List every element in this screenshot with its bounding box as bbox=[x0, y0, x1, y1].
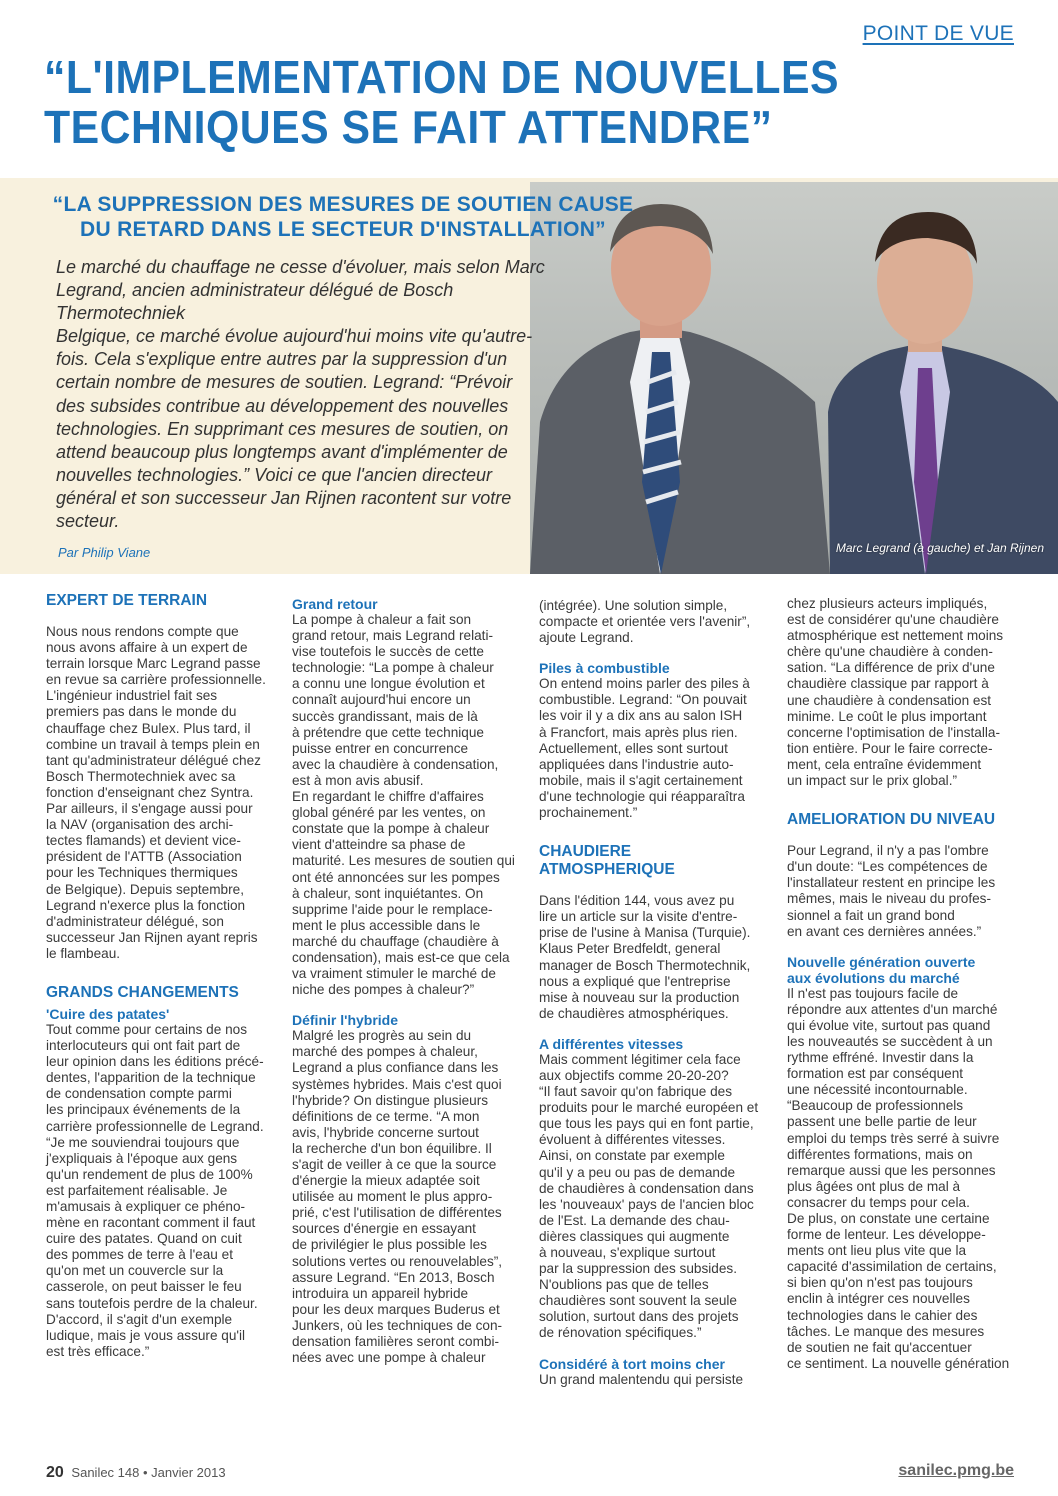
intro-line: attend beaucoup plus longtemps avant d'implémenter de bbox=[56, 441, 508, 462]
text-line: N'oublions pas que de telles bbox=[539, 1277, 709, 1293]
text-line: les voir il y a dix ans au salon ISH bbox=[539, 708, 743, 724]
text-line: répondre aux attentes d'un marché bbox=[787, 1001, 998, 1017]
intro-line: nouvelles technologies.” Voici ce que l'ancien directeur bbox=[56, 464, 493, 485]
text-line: produits pour le marché européen et bbox=[539, 1100, 759, 1116]
text-line: premiers pas dans le monde du bbox=[46, 704, 237, 720]
text-line: ment le plus accessible dans le bbox=[292, 917, 481, 933]
text-line: supprime l'aide pour le remplace- bbox=[292, 901, 493, 917]
text-line: est parfaitement réalisable. Je bbox=[46, 1182, 228, 1198]
text-line: Mais comment légitimer cela face bbox=[539, 1051, 741, 1067]
text-line: d'un doute: “Les compétences de bbox=[787, 859, 988, 875]
text-line: prise de l'usine à Manisa (Turquie). bbox=[539, 925, 751, 941]
text-line: pour les Techniques thermiques bbox=[46, 865, 238, 881]
text-line: nées avec une pompe à chaleur bbox=[292, 1350, 486, 1366]
text-line: D'accord, il s'agit d'un exemple bbox=[46, 1311, 233, 1327]
text-line: tâches. Le manque des mesures bbox=[787, 1323, 985, 1339]
column-2 bbox=[292, 592, 516, 1366]
intro-line: des subsides contribue au développement des nouvelles bbox=[56, 395, 509, 416]
text-line: sionnel a fait un grand bond bbox=[787, 907, 955, 923]
text-line: minime. Le coût le plus important bbox=[787, 708, 987, 724]
text-line: Pour Legrand, il n'y a pas l'ombre bbox=[787, 843, 989, 859]
text-line: introduira un appareil hybride bbox=[292, 1285, 469, 1301]
text-line: Dans l'édition 144, vous avez pu bbox=[539, 893, 735, 909]
paragraph bbox=[46, 624, 274, 962]
text-line: appliquées dans l'industrie auto- bbox=[539, 756, 734, 772]
text-line: casserole, on peut baisser le feu bbox=[46, 1279, 242, 1295]
text-line: tant qu'administrateur délégué chez bbox=[46, 752, 261, 768]
text-line: rythme effréné. Investir dans la bbox=[787, 1050, 974, 1066]
text-line: des pommes de terre à l'eau et bbox=[46, 1247, 233, 1263]
text-line: à prétendre que cette technique bbox=[292, 724, 484, 740]
text-line: puisse entrer en concurrence bbox=[292, 740, 469, 756]
text-line: les 'nouveaux' pays de l'ancien bloc bbox=[539, 1196, 754, 1212]
text-line: densation familières seront combi- bbox=[292, 1334, 500, 1350]
text-line: concerne l'optimisation de l'installa- bbox=[787, 724, 1000, 740]
subheading: Piles à combustible bbox=[539, 660, 670, 677]
section-heading: CHAUDIERE ATMOSPHERIQUE bbox=[539, 843, 675, 879]
text-line: On entend moins parler des piles à bbox=[539, 676, 750, 692]
text-line: ce sentiment. La nouvelle génération bbox=[787, 1355, 1010, 1371]
text-line: chère qu'une chaudière à conden- bbox=[787, 644, 993, 660]
text-line: la recherche d'un bon équilibre. Il bbox=[292, 1140, 492, 1156]
text-line: lire un article sur la visite d'entre- bbox=[539, 909, 738, 925]
text-line: consacrer du temps pour cela. bbox=[787, 1194, 970, 1210]
intro-line: certain nombre de mesures de soutien. Legrand: “Prévoir bbox=[56, 372, 513, 393]
column-4 bbox=[787, 596, 1013, 1372]
intro-line: fois. Cela s'explique entre autres par la suppression d'un bbox=[56, 349, 508, 370]
page-number: 20 bbox=[46, 1464, 64, 1481]
text-line: connaît aujourd'hui encore un bbox=[292, 692, 471, 708]
text-line: interlocuteurs qui ont fait part de bbox=[46, 1038, 241, 1054]
text-line: assure Legrand. “En 2013, Bosch bbox=[292, 1269, 495, 1285]
text-line: de l'Est. La demande des chau- bbox=[539, 1212, 730, 1228]
text-line: chaudière classique par rapport à bbox=[787, 676, 989, 692]
text-line: m'amusais à expliquer ce phéno- bbox=[46, 1199, 246, 1214]
text-line: de chaudières atmosphériques. bbox=[539, 1005, 729, 1021]
text-line: atmosphérique est nettement moins bbox=[787, 628, 1004, 644]
text-line: président de l'ATTB (Association bbox=[46, 849, 242, 865]
text-line: si bien qu'on n'est pas toujours bbox=[787, 1275, 973, 1291]
text-line: maturité. Les mesures de soutien qui bbox=[292, 853, 515, 869]
text-line: fonction d'enseignant chez Syntra. bbox=[46, 784, 254, 800]
text-line: utilisée au moment le plus appro- bbox=[292, 1189, 493, 1205]
section-heading: GRANDS CHANGEMENTS bbox=[46, 983, 239, 1001]
text-line: qu'un rendement de plus de 100% bbox=[46, 1166, 253, 1182]
text-line: ont été annoncées sur les pompes bbox=[292, 869, 500, 885]
text-line: d'administrateur délégué, son bbox=[46, 913, 224, 929]
text-line: Tout comme pour certains de nos bbox=[46, 1021, 247, 1037]
subheading: aux évolutions du marché bbox=[787, 969, 960, 986]
text-line: nous a expliqué que l'entreprise bbox=[539, 973, 731, 989]
text-line: tion entière. Pour le faire correcte- bbox=[787, 740, 993, 756]
text-line: solution, surtout dans des projets bbox=[539, 1309, 739, 1325]
text-line: évoluent à différentes vitesses. bbox=[539, 1132, 726, 1148]
text-line: Il n'est pas toujours facile de bbox=[787, 985, 959, 1001]
text-line: formation est par conséquent bbox=[787, 1066, 964, 1082]
intro-line: général et son successeur Jan Rijnen racontent sur votre bbox=[56, 487, 512, 508]
paragraph bbox=[539, 1372, 765, 1388]
text-line: “Je me souviendrai toujours que bbox=[46, 1134, 240, 1150]
text-line: Par ailleurs, il s'engage aussi pour bbox=[46, 801, 253, 817]
text-line: succès grandissant, mais de là bbox=[292, 708, 478, 724]
text-line: d'une technologie qui réapparaîtra bbox=[539, 788, 745, 804]
paragraph bbox=[787, 843, 1013, 940]
text-line: En regardant le chiffre d'affaires bbox=[292, 789, 484, 805]
text-line: est de considérer qu'une chaudière bbox=[787, 612, 999, 628]
text-line: les nouveautés se succèdent à un bbox=[787, 1033, 993, 1049]
text-line: (intégrée). Une solution simple, bbox=[539, 598, 728, 613]
text-line: Legrand n'exerce plus la fonction bbox=[46, 897, 246, 913]
text-line: manager de Bosch Thermotechnik, bbox=[539, 957, 751, 973]
photo-caption: Marc Legrand (à gauche) et Jan Rijnen bbox=[835, 541, 1044, 555]
intro-line: Le marché du chauffage ne cesse d'évoluer, mais selon Marc bbox=[56, 257, 545, 277]
text-line: Nous nous rendons compte que bbox=[46, 624, 239, 639]
text-line: technologie: “La pompe à chaleur bbox=[292, 660, 494, 676]
text-line: un impact sur le prix global.” bbox=[787, 773, 957, 789]
text-line: Bosch Thermotechniek avec sa bbox=[46, 768, 236, 784]
text-line: De plus, on constate une certaine bbox=[787, 1211, 990, 1226]
text-line: de soutien ne fait qu'accentuer bbox=[787, 1339, 972, 1355]
text-line: compacte et orientée vers l'avenir”, bbox=[539, 614, 751, 630]
text-line: leur opinion dans les éditions précé- bbox=[46, 1054, 264, 1070]
text-line: La pompe à chaleur a fait son bbox=[292, 612, 472, 627]
text-line: va vraiment stimuler le marché de bbox=[292, 966, 496, 982]
paragraph bbox=[787, 596, 1013, 789]
text-line: condensation), mais est-ce que cela bbox=[292, 949, 510, 965]
text-line: à Francfort, mais après plus rien. bbox=[539, 724, 738, 740]
text-line: à chaleur, sont inquiétantes. On bbox=[292, 885, 484, 901]
paragraph bbox=[787, 986, 1013, 1372]
text-line: en avant ces dernières années.” bbox=[787, 923, 982, 939]
text-line: grand retour, mais Legrand relati- bbox=[292, 628, 493, 644]
text-line: l'hybride? On distingue plusieurs bbox=[292, 1092, 489, 1108]
text-line: Junkers, où les techniques de con- bbox=[292, 1317, 503, 1333]
text-line: par la suppression des subsides. bbox=[539, 1261, 737, 1277]
text-line: plus âgées ont plus de mal à bbox=[787, 1178, 961, 1194]
text-line: global généré par les ventes, on bbox=[292, 805, 486, 821]
paragraph bbox=[292, 1028, 516, 1366]
text-line: chaudières sont souvent la seule bbox=[539, 1293, 737, 1309]
text-line: en revue sa carrière professionnelle. bbox=[46, 672, 266, 688]
text-line: technologies dans le cahier des bbox=[787, 1307, 978, 1323]
text-line: de rénovation spécifiques.” bbox=[539, 1325, 702, 1341]
text-line: avis, l'hybride concerne surtout bbox=[292, 1124, 479, 1140]
text-line: cuire des patates. Quand on cuit bbox=[46, 1231, 242, 1247]
text-line: vient d'atteindre sa phase de bbox=[292, 837, 466, 853]
intro-paragraph bbox=[56, 256, 586, 533]
text-line: Malgré les progrès au sein du bbox=[292, 1028, 472, 1044]
text-line: successeur Jan Rijnen ayant repris bbox=[46, 929, 258, 945]
text-line: marché du chauffage (chaudière à bbox=[292, 933, 499, 949]
text-line: chez plusieurs acteurs impliqués, bbox=[787, 596, 988, 611]
intro-line: secteur. bbox=[56, 511, 120, 532]
subheading: 'Cuire des patates' bbox=[46, 1005, 170, 1022]
text-line: qu'on met un couvercle sur la bbox=[46, 1263, 224, 1279]
text-line: a connu une longue évolution et bbox=[292, 676, 485, 692]
text-line: définitions de ce terme. “A mon bbox=[292, 1108, 480, 1124]
text-line: mêmes, mais le niveau du profes- bbox=[787, 891, 991, 907]
text-line: qui évolue vite, surtout pas quand bbox=[787, 1017, 991, 1033]
intro-line: Belgique, ce marché évolue aujourd'hui moins vite qu'autre- bbox=[56, 326, 533, 347]
text-line: combine un travail à temps plein en bbox=[46, 736, 260, 752]
text-line: différentes formations, mais on bbox=[787, 1146, 973, 1162]
text-line: la NAV (organisation des archi- bbox=[46, 817, 234, 833]
subheading: Définir l'hybride bbox=[292, 1012, 399, 1029]
issue-label: Sanilec 148 • Janvier 2013 bbox=[71, 1465, 226, 1480]
text-line: sources d'énergie en essayant bbox=[292, 1221, 476, 1237]
subtitle-line: “LA SUPPRESSION DES MESURES DE SOUTIEN CAUSE bbox=[52, 193, 634, 216]
subtitle-line: DU RETARD DANS LE SECTEUR D'INSTALLATION” bbox=[80, 218, 606, 241]
paragraph bbox=[292, 612, 516, 998]
page-title bbox=[44, 52, 937, 152]
text-line: prochainement.” bbox=[539, 805, 638, 821]
text-line: ment, cela entraîne évidemment bbox=[787, 756, 982, 772]
text-line: qu'il y a peu ou pas de demande bbox=[539, 1164, 736, 1180]
text-line: “Il faut savoir qu'on fabrique des bbox=[539, 1084, 733, 1100]
text-line: que tous les pays qui en font partie, bbox=[539, 1116, 754, 1132]
text-line: ludique, mais je vous assure qu'il bbox=[46, 1327, 246, 1343]
text-line: sans toutefois perdre de la chaleur. bbox=[46, 1295, 258, 1311]
text-line: d'énergie la mieux adaptée soit bbox=[292, 1173, 480, 1189]
section-heading: EXPERT DE TERRAIN bbox=[46, 592, 208, 609]
text-line: tectes flamands) et devient vice- bbox=[46, 833, 241, 849]
text-line: de Belgique). Depuis septembre, bbox=[46, 881, 244, 897]
section-label: POINT DE VUE bbox=[862, 22, 1014, 45]
text-line: marché des pompes à chaleur, bbox=[292, 1044, 478, 1060]
text-line: une nécessité incontournable. bbox=[787, 1082, 968, 1098]
text-line: de chaudières à condensation dans bbox=[539, 1180, 754, 1196]
column-1 bbox=[46, 592, 274, 1360]
text-line: forme de lenteur. Les développe- bbox=[787, 1227, 986, 1243]
text-line: prié, c'est l'utilisation de différentes bbox=[292, 1205, 502, 1221]
text-line: solutions vertes ou renouvelables”, bbox=[292, 1253, 503, 1269]
text-line: emploi du temps très serré à suivre bbox=[787, 1130, 1000, 1146]
text-line: l'installateur restent en principe les bbox=[787, 875, 996, 891]
intro-line: Legrand, ancien administrateur délégué de Bosch Thermotechniek bbox=[56, 280, 454, 324]
paragraph bbox=[539, 1052, 765, 1342]
page-title-line: “L'IMPLEMENTATION DE NOUVELLES bbox=[44, 51, 839, 103]
byline: Par Philip Viane bbox=[58, 545, 151, 560]
text-line: les principaux événements de la bbox=[46, 1102, 241, 1118]
text-line: mise à nouveau sur la production bbox=[539, 989, 740, 1005]
text-line: constate que la pompe à chaleur bbox=[292, 821, 490, 837]
section-heading: AMELIORATION DU NIVEAU bbox=[787, 811, 996, 829]
text-line: niche des pompes à chaleur?” bbox=[292, 982, 475, 998]
subheading: Considéré à tort moins cher bbox=[539, 1355, 725, 1372]
text-line: dières classiques qui augmente bbox=[539, 1228, 730, 1244]
text-line: systèmes hybrides. Mais c'est quoi bbox=[292, 1076, 502, 1092]
text-line: enclin à intégrer ces nouvelles bbox=[787, 1291, 970, 1307]
subtitle bbox=[46, 192, 640, 242]
text-line: de condensation compte parmi bbox=[46, 1086, 232, 1102]
text-line: le flambeau. bbox=[46, 945, 121, 961]
text-line: une chaudière à condensation est bbox=[787, 692, 992, 708]
text-line: Ainsi, on constate par exemple bbox=[539, 1148, 725, 1164]
text-line: à nouveau, s'explique surtout bbox=[539, 1245, 716, 1260]
text-line: capacité d'assimilation de certains, bbox=[787, 1259, 997, 1275]
text-line: combustible. Legrand: “On pouvait bbox=[539, 692, 747, 708]
text-line: Actuellement, elles sont surtout bbox=[539, 740, 728, 756]
text-line: avec la chaudière à condensation, bbox=[292, 756, 499, 772]
text-line: sation. “La différence de prix d'une bbox=[787, 660, 995, 676]
text-line: s'agit de veiller à ce que la source bbox=[292, 1157, 497, 1172]
paragraph bbox=[539, 893, 765, 1022]
subheading: Grand retour bbox=[292, 596, 378, 612]
text-line: terrain lorsque Marc Legrand passe bbox=[46, 656, 261, 672]
subheading: A différentes vitesses bbox=[539, 1035, 684, 1052]
text-line: Klaus Peter Bredfeldt, general bbox=[539, 941, 721, 957]
page-title-line: TECHNIQUES SE FAIT ATTENDRE” bbox=[44, 101, 773, 153]
text-line: Un grand malentendu qui persiste bbox=[539, 1371, 744, 1387]
paragraph bbox=[539, 676, 765, 821]
column-3 bbox=[539, 598, 765, 1388]
text-line: remarque aussi que les personnes bbox=[787, 1162, 996, 1178]
text-line: ajoute Legrand. bbox=[539, 630, 634, 646]
text-line: est très efficace.” bbox=[46, 1343, 150, 1359]
website-link[interactable]: sanilec.pmg.be bbox=[898, 1462, 1014, 1479]
text-line: mène en racontant comment il faut bbox=[46, 1215, 256, 1231]
text-line: mobile, mais il s'agit certainement bbox=[539, 772, 743, 788]
paragraph bbox=[539, 598, 765, 646]
text-line: carrière professionnelle de Legrand. bbox=[46, 1118, 264, 1134]
text-line: pour les deux marques Buderus et bbox=[292, 1301, 500, 1317]
text-line: nous avons affaire à un expert de bbox=[46, 640, 248, 656]
text-line: chauffage chez Bulex. Plus tard, il bbox=[46, 720, 251, 736]
text-line: est à mon avis abusif. bbox=[292, 772, 424, 788]
text-line: de privilégier le plus possible les bbox=[292, 1237, 487, 1253]
text-line: passent une belle partie de leur bbox=[787, 1114, 977, 1130]
text-line: ments ont lieu plus vite que la bbox=[787, 1243, 967, 1259]
text-line: “Beaucoup de professionnels bbox=[787, 1098, 964, 1114]
text-line: aux objectifs comme 20-20-20? bbox=[539, 1067, 729, 1083]
footer-issue bbox=[46, 1464, 226, 1482]
text-line: j'expliquais à l'époque aux gens bbox=[46, 1150, 238, 1166]
intro-line: technologies. En supprimant ces mesures de soutien, on bbox=[56, 418, 509, 439]
subheading: Nouvelle génération ouverte bbox=[787, 953, 976, 970]
text-line: Legrand a plus confiance dans les bbox=[292, 1060, 499, 1076]
text-line: dentes, l'apparition de la technique bbox=[46, 1070, 256, 1086]
text-line: L'ingénieur industriel fait ses bbox=[46, 688, 218, 704]
paragraph bbox=[46, 1022, 274, 1360]
text-line: vise toutefois le succès de cette bbox=[292, 644, 484, 660]
